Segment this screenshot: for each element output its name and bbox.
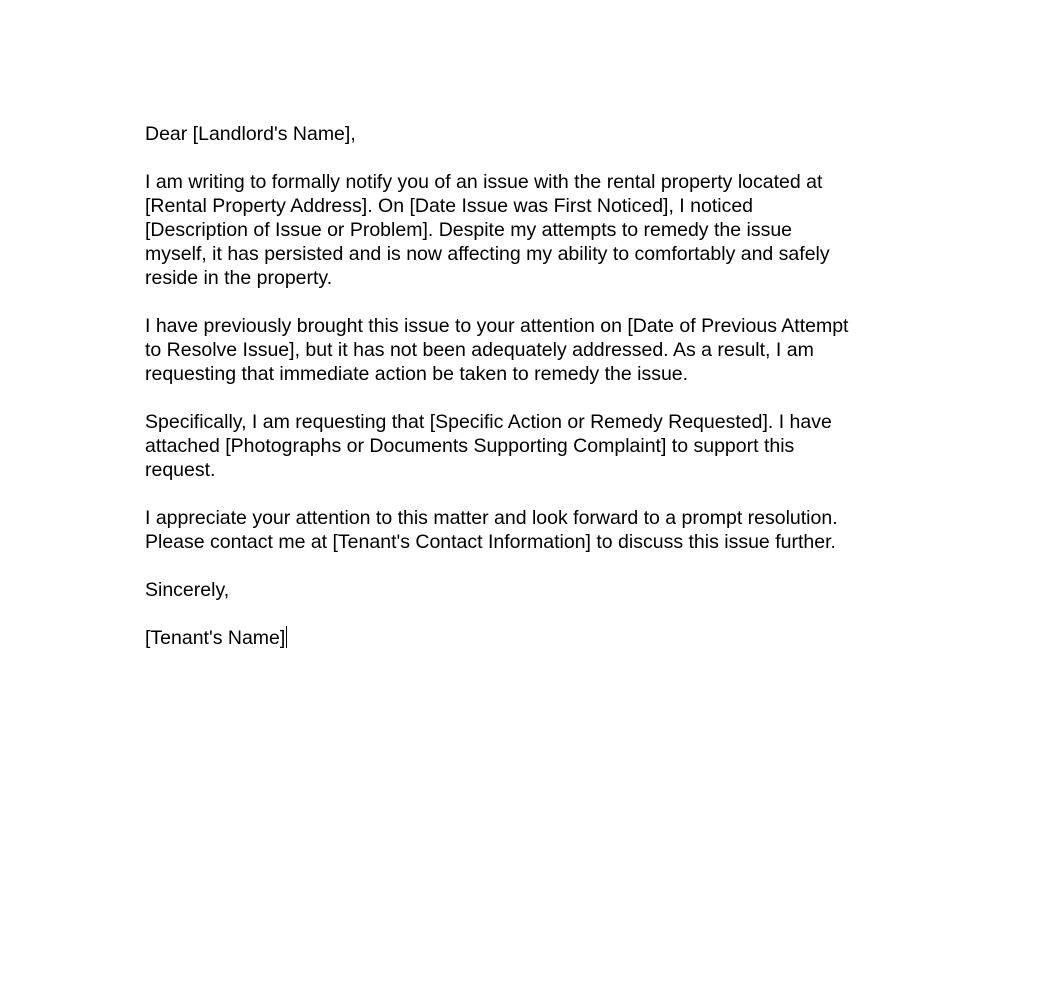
text-cursor xyxy=(286,626,287,648)
letter-body[interactable] xyxy=(145,122,915,650)
closing: Sincerely, xyxy=(145,579,230,601)
paragraph-closing-remarks: I appreciate your attention to this matter and look forward to a prompt resolution. Please contact me at [Tenant's Contact Information] to discuss this issue further. xyxy=(145,507,838,553)
paragraph-previous-attempt: I have previously brought this issue to your attention on [Date of Previous Attempt to Resolve Issue], but it has not been adequately addressed. As a result, I am requesting that immediate action be taken to remedy the issue. xyxy=(145,315,849,385)
salutation: Dear [Landlord's Name], xyxy=(145,123,356,145)
signature-line xyxy=(145,626,915,650)
signature: [Tenant's Name] xyxy=(145,627,286,649)
paragraph-request: Specifically, I am requesting that [Specific Action or Remedy Requested]. I have attached [Photographs or Documents Supporting Complaint] to support this request. xyxy=(145,411,832,481)
paragraph-notification: I am writing to formally notify you of an issue with the rental property located at [Rental Property Address]. On [Date Issue was First Noticed], I noticed [Description of Issue or Problem]. Despite my attempts to remedy the issue myself, it has persisted and is now affecting my ability to comfortably and safely reside in the property. xyxy=(145,171,830,289)
